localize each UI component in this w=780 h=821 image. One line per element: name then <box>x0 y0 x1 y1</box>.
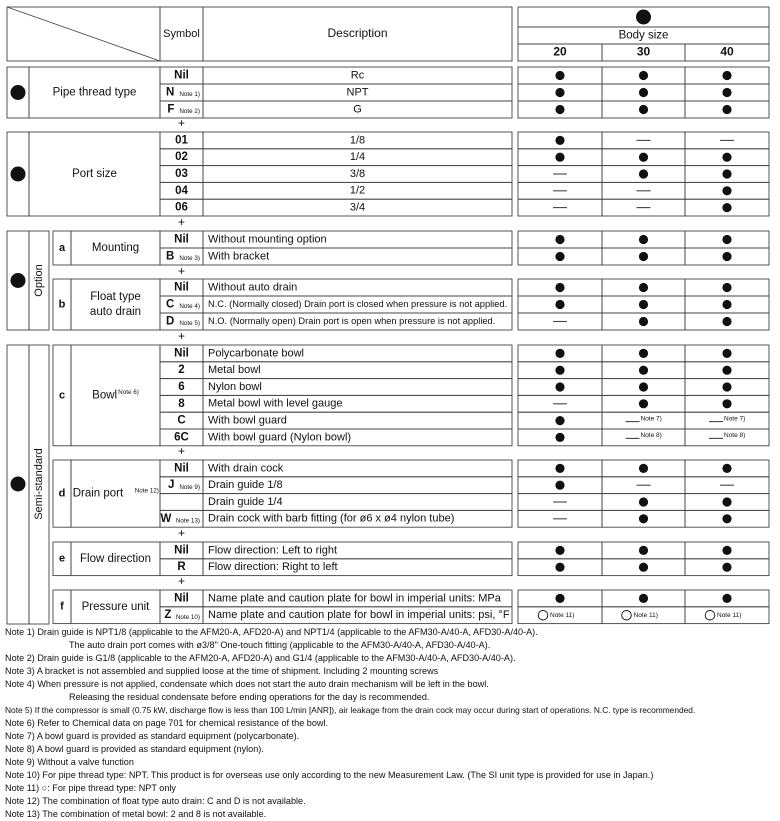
availability-dot <box>722 349 731 358</box>
drain-port-desc-0: With drain cock <box>208 462 284 475</box>
availability-dot <box>639 349 648 358</box>
pipe-thread-code-2: F <box>167 103 175 116</box>
availability-dot <box>722 300 731 309</box>
availability-dot <box>639 283 648 292</box>
availability-dot <box>639 153 648 162</box>
pipe-thread-desc-0: Rc <box>350 69 365 82</box>
symbol-note: Note 3) <box>179 255 200 263</box>
availability-dot <box>639 71 648 80</box>
port-size-badge-number: 3 <box>15 168 21 181</box>
availability-dot <box>722 366 731 375</box>
drain-port-desc-2: Drain guide 1/4 <box>208 495 283 508</box>
mounting-desc-0: Without mounting option <box>208 233 327 246</box>
availability-dot <box>555 235 564 244</box>
plus-sign: + <box>177 264 186 279</box>
availability-dot <box>555 366 564 375</box>
availability-dot <box>639 382 648 391</box>
availability-dot <box>555 464 564 473</box>
availability-dot <box>555 594 564 603</box>
drain-port-title-note: Note 12) <box>134 487 159 495</box>
availability-dot <box>555 71 564 80</box>
availability-dot <box>555 349 564 358</box>
drain-port-desc-3: Drain cock with barb fitting (for ø6 x ø4 nylon tube) <box>208 512 455 525</box>
semi-standard-badge-number: 5 <box>15 478 21 491</box>
symbol-note: Note 9) <box>179 483 200 491</box>
availability-note: Note 7) <box>640 415 662 423</box>
availability-dot <box>722 594 731 603</box>
availability-dot <box>555 563 564 572</box>
bowl-desc-4: With bowl guard <box>208 414 287 427</box>
availability-dot <box>639 169 648 178</box>
drain-port-code-0: Nil <box>174 462 189 475</box>
mounting-code-1: B <box>166 250 175 263</box>
drain-port-letter: d <box>58 487 66 500</box>
pressure-unit-title: Pressure unit <box>81 600 150 613</box>
availability-dot <box>722 252 731 261</box>
note-10: Note 10) For pipe thread type: NPT. This product is for overseas use only according to the new Measurement Law. (The SI unit type is provided for use in Japan.) <box>5 770 654 780</box>
symbol-note: Note 4) <box>179 303 200 311</box>
note-6: Note 6) Refer to Chemical data on page 701 for chemical resistance of the bowl. <box>5 718 329 728</box>
drain-port-title: Drain port <box>72 487 124 500</box>
drain-port-code-3: W <box>160 512 172 525</box>
availability-dot <box>639 105 648 114</box>
flow-direction-code-0: Nil <box>174 544 189 557</box>
note-1-continued: The auto drain port comes with ø3/8" One-touch fitting (applicable to the AFM30-A/40-A, AFD30-A/40-A). <box>69 640 491 650</box>
availability-dot <box>639 252 648 261</box>
availability-dot <box>639 497 648 506</box>
note-3: Note 3) A bracket is not assembled and supplied loose at the time of shipment. Including 2 mounting screws <box>5 666 439 676</box>
pressure-unit-code-0: Nil <box>174 592 189 605</box>
availability-dot <box>555 88 564 97</box>
pressure-unit-desc-1: Name plate and caution plate for bowl in imperial units: psi, °F <box>208 609 510 622</box>
pipe-thread-code-0: Nil <box>174 69 189 82</box>
port-size-code-4: 06 <box>175 201 188 214</box>
header-size-20: 20 <box>553 44 567 59</box>
availability-dot <box>639 464 648 473</box>
port-size-desc-1: 1/4 <box>349 151 366 164</box>
flow-direction-code-1: R <box>177 561 186 574</box>
float-type-desc-1: N.C. (Normally closed) Drain port is closed when pressure is not applied. <box>208 298 508 309</box>
port-size-desc-4: 3/4 <box>349 201 366 214</box>
bowl-desc-2: Nylon bowl <box>208 380 262 393</box>
port-size-title: Port size <box>72 168 117 181</box>
symbol-note: Note 1) <box>179 91 200 99</box>
note-2: Note 2) Drain guide is G1/8 (applicable to the AFM20-A, AFD20-A) and G1/4 (applicable to the AFM30-A/40-A, AFD30-A/40-A). <box>5 653 516 663</box>
pipe-thread-title: Pipe thread type <box>52 86 137 99</box>
note-1: Note 1) Drain guide is NPT1/8 (applicable to the AFM20-A, AFD20-A) and NPT1/4 (applicable to the AFM30-A/40-A, AFD30-A/40-A). <box>5 627 538 637</box>
bowl-letter: c <box>58 389 66 402</box>
flow-direction-title: Flow direction <box>80 552 151 565</box>
flow-direction-desc-0: Flow direction: Left to right <box>208 544 338 557</box>
port-size-desc-2: 3/8 <box>349 167 366 180</box>
note-7: Note 7) A bowl guard is provided as standard equipment (polycarbonate). <box>5 731 300 741</box>
availability-note: Note 11) <box>550 611 575 619</box>
availability-dot <box>555 416 564 425</box>
float-type-letter: b <box>58 298 66 311</box>
availability-circle <box>622 610 632 620</box>
drain-port-desc-1: Drain guide 1/8 <box>208 479 283 492</box>
header-size-40: 40 <box>720 44 734 59</box>
plus-sign: + <box>177 215 186 230</box>
float-type-title-line2: auto drain <box>89 306 142 319</box>
availability-dot <box>639 546 648 555</box>
note-8: Note 8) A bowl guard is provided as standard equipment (nylon). <box>5 744 264 754</box>
plus-sign: + <box>177 574 186 589</box>
port-size-code-0: 01 <box>175 134 188 147</box>
bowl-code-3: 8 <box>178 397 185 410</box>
plus-sign: + <box>177 116 186 131</box>
pipe-thread-desc-1: NPT <box>346 86 369 99</box>
availability-dot <box>722 169 731 178</box>
availability-dot <box>722 317 731 326</box>
header-size-30: 30 <box>636 44 651 59</box>
availability-dot <box>722 186 731 195</box>
header-symbol-text: Symbol <box>163 27 200 40</box>
note-9: Note 9) Without a valve function <box>5 757 134 767</box>
symbol-note: Note 2) <box>179 108 200 116</box>
body-size-badge-number: 1 <box>640 11 647 24</box>
header-body-size-text: Body size <box>618 29 669 42</box>
availability-dot <box>722 514 731 523</box>
availability-note: Note 8) <box>724 432 746 440</box>
availability-dot <box>722 283 731 292</box>
semi-standard-label: Semi-standard <box>32 448 45 520</box>
availability-circle <box>705 610 715 620</box>
availability-circle <box>538 610 548 620</box>
availability-dot <box>639 399 648 408</box>
availability-dot <box>722 563 731 572</box>
note-13: Note 13) The combination of metal bowl: 2 and 8 is not available. <box>5 809 267 819</box>
availability-dot <box>555 546 564 555</box>
availability-dot <box>555 136 564 145</box>
pipe-thread-desc-2: G <box>353 103 362 116</box>
note-4-continued: Releasing the residual condensate before ending operations for the day is recommended. <box>69 692 430 702</box>
availability-dot <box>722 399 731 408</box>
bowl-code-2: 6 <box>178 381 185 394</box>
mounting-letter: a <box>58 241 66 254</box>
symbol-note: Note 5) <box>179 320 200 328</box>
availability-dot <box>639 563 648 572</box>
port-size-code-1: 02 <box>175 151 188 164</box>
availability-dot <box>722 382 731 391</box>
bowl-title: Bowl <box>92 389 118 402</box>
bowl-code-5: 6C <box>174 431 189 444</box>
symbol-cell <box>160 494 203 511</box>
mounting-title: Mounting <box>91 242 140 255</box>
availability-dot <box>722 105 731 114</box>
plus-sign: + <box>177 329 186 344</box>
pipe-thread-code-1: N <box>166 86 175 99</box>
port-size-code-2: 03 <box>175 168 188 181</box>
availability-dot <box>722 88 731 97</box>
availability-dot <box>722 235 731 244</box>
float-type-title-cell <box>71 279 160 330</box>
bowl-code-4: C <box>177 414 186 427</box>
float-type-title-line1: Float type <box>90 291 141 304</box>
note-4: Note 4) When pressure is not applied, condensate which does not start the auto drain mechanism will be left in the bowl. <box>5 679 489 689</box>
mounting-code-0: Nil <box>174 233 189 246</box>
bowl-title-note: Note 6) <box>118 389 139 397</box>
bowl-desc-1: Metal bowl <box>208 364 261 377</box>
availability-dot <box>639 235 648 244</box>
flow-direction-desc-1: Flow direction: Right to left <box>208 561 338 574</box>
availability-dot <box>639 300 648 309</box>
availability-dot <box>555 252 564 261</box>
availability-dot <box>555 105 564 114</box>
availability-note: Note 11) <box>717 611 742 619</box>
plus-sign: + <box>177 444 186 459</box>
availability-dot <box>722 153 731 162</box>
flow-direction-letter: e <box>58 552 66 565</box>
mounting-desc-1: With bracket <box>208 250 270 263</box>
availability-dot <box>639 88 648 97</box>
float-type-code-1: C <box>166 298 175 311</box>
note-12: Note 12) The combination of float type auto drain: C and D is not available. <box>5 796 306 806</box>
availability-dot <box>639 317 648 326</box>
option-label: Option <box>32 264 45 297</box>
availability-dot <box>555 300 564 309</box>
header-diagonal <box>7 7 160 61</box>
availability-note: Note 8) <box>640 432 662 440</box>
float-type-desc-0: Without auto drain <box>208 281 298 294</box>
availability-dot <box>722 71 731 80</box>
note-11: Note 11) ○: For pipe thread type: NPT only <box>5 783 176 793</box>
header-description-text: Description <box>327 26 388 41</box>
port-size-desc-3: 1/2 <box>349 184 366 197</box>
float-type-code-2: D <box>166 315 175 328</box>
availability-dot <box>639 514 648 523</box>
port-size-code-3: 04 <box>175 184 188 197</box>
float-type-desc-2: N.O. (Normally open) Drain port is open when pressure is not applied. <box>208 315 496 326</box>
notes-section <box>5 626 777 821</box>
availability-dot <box>555 481 564 490</box>
pressure-unit-desc-0: Name plate and caution plate for bowl in imperial units: MPa <box>208 592 501 605</box>
availability-dot <box>722 546 731 555</box>
availability-dot <box>639 366 648 375</box>
availability-dot <box>722 464 731 473</box>
availability-dot <box>722 203 731 212</box>
availability-dot <box>722 497 731 506</box>
availability-dot <box>555 283 564 292</box>
availability-dot <box>555 433 564 442</box>
bowl-desc-5: With bowl guard (Nylon bowl) <box>208 431 352 444</box>
availability-dot <box>639 594 648 603</box>
float-type-code-0: Nil <box>174 281 189 294</box>
bowl-code-0: Nil <box>174 347 189 360</box>
availability-note: Note 7) <box>724 415 746 423</box>
symbol-note: Note 13) <box>175 517 200 525</box>
plus-sign: + <box>177 526 186 541</box>
pipe-thread-badge-number: 2 <box>15 86 21 99</box>
note-5: Note 5) If the compressor is small (0.75 kW, discharge flow is less than 100 L/min [ANR]), air leakage from the drain cock may occur during start of operations. N.C. type is recommended. <box>5 705 696 715</box>
bowl-code-1: 2 <box>178 364 185 377</box>
availability-dot <box>555 382 564 391</box>
drain-port-code-1: J <box>167 479 175 492</box>
bowl-desc-3: Metal bowl with level gauge <box>208 397 343 410</box>
availability-dot <box>555 153 564 162</box>
symbol-note: Note 10) <box>175 613 200 621</box>
port-size-desc-0: 1/8 <box>349 134 366 147</box>
pressure-unit-code-1: Z <box>164 609 172 622</box>
pressure-unit-letter: f <box>60 600 64 613</box>
option-badge-number: 4 <box>15 274 21 287</box>
bowl-desc-0: Polycarbonate bowl <box>208 347 305 360</box>
availability-note: Note 11) <box>633 611 658 619</box>
